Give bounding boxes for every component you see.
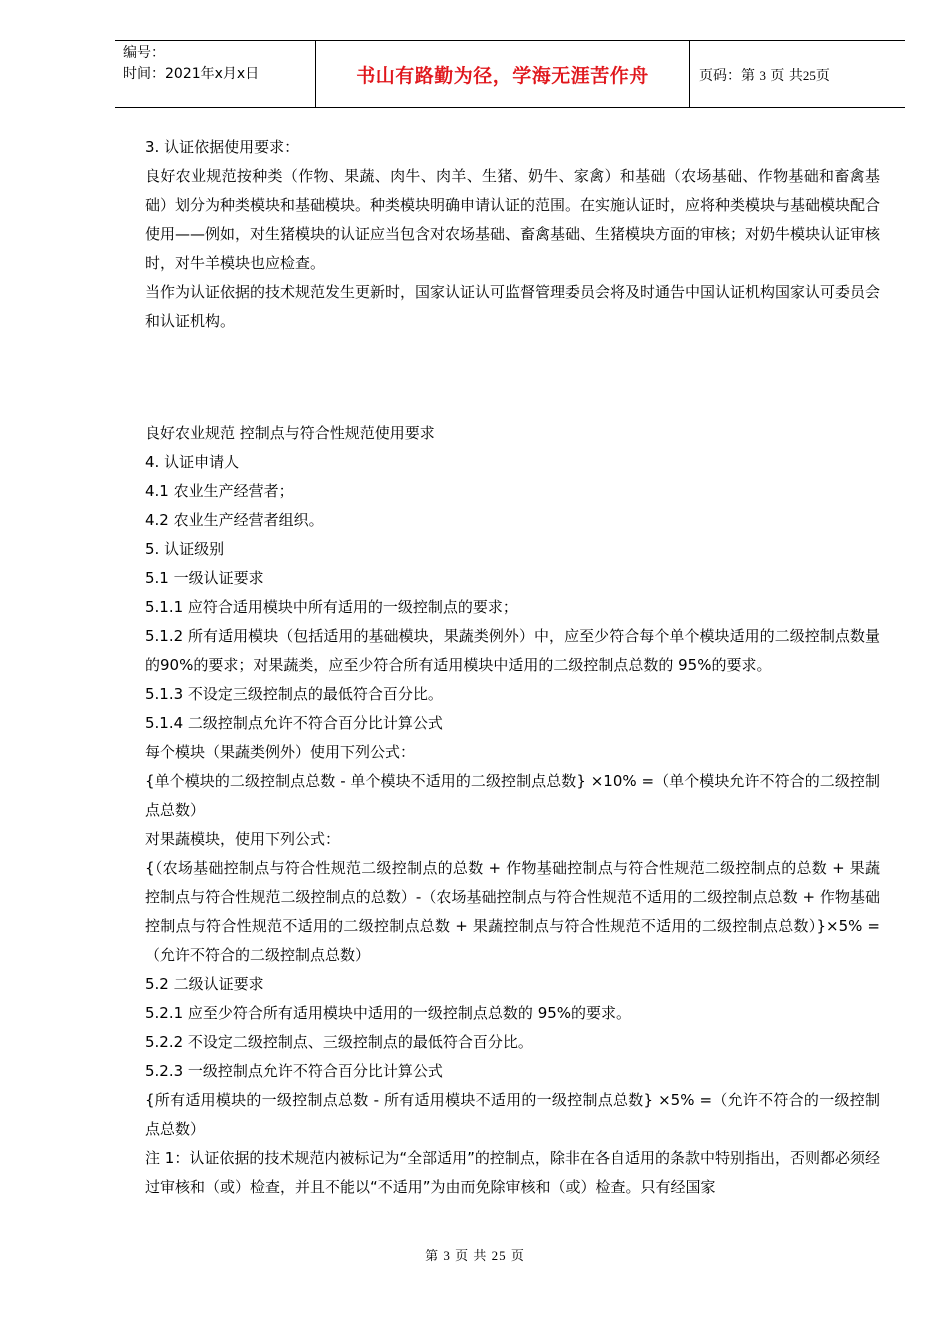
paragraph: 4.1 农业生产经营者； [145,482,294,500]
paragraph: 5.1.4 二级控制点允许不符合百分比计算公式 [145,714,443,732]
footer-suffix: 页 [510,1248,525,1263]
paragraph: 5. 认证级别 [145,540,225,558]
code-label: 编号： [123,45,165,61]
paragraph: 5.1.3 不设定三级控制点的最低符合百分比。 [145,685,443,703]
footer-prefix: 第 [425,1248,440,1263]
page-current: 3 [759,68,766,83]
header-motto: 书山有路勤为径，学海无涯苦作舟 [356,65,649,87]
note: 注 1：认证依据的技术规范内被标记为“全部适用”的控制点，除非在各自适用的条款中特别指出，否则都必须经过审核和（或）检查，并且不能以“不适用”为由而免除审核和（或）检查。只有经国家 [145,1149,880,1196]
page-total: 25 [802,68,816,83]
paragraph: 5.2.3 一级控制点允许不符合百分比计算公式 [145,1062,443,1080]
page-header [115,40,905,108]
paragraph: 4.2 农业生产经营者组织。 [145,511,324,529]
time-label: 时间：2021年x月x日 [123,66,260,82]
formula: {所有适用模块的一级控制点总数 - 所有适用模块不适用的一级控制点总数} ×5% =（允许不符合的一级控制点总数） [145,1091,880,1138]
paragraph: 3. 认证依据使用要求： [145,138,300,156]
paragraph: 5.1 一级认证要求 [145,569,264,587]
paragraph: 5.2.1 应至少符合所有适用模块中适用的一级控制点总数的 95%的要求。 [145,1004,632,1022]
footer-total: 25 [491,1248,507,1263]
header-divider [689,41,690,107]
footer-middle: 页 共 [455,1248,488,1263]
header-meta [123,43,259,85]
page-footer [0,1245,950,1264]
section-heading: 良好农业规范 控制点与符合性规范使用要求 [145,424,435,442]
formula: {单个模块的二级控制点总数 - 单个模块不适用的二级控制点总数} ×10% =（单个模块允许不符合的二级控制点总数） [145,772,880,819]
paragraph: 良好农业规范按种类（作物、果蔬、肉牛、肉羊、生猪、奶牛、家禽）和基础（农场基础、作物基础和畜禽基础）划分为种类模块和基础模块。种类模块明确申请认证的范围。在实施认证时，应将种类模块与基础模块配合使用——例如，对生猪模块的认证应当包含对农场基础、畜禽基础、生猪模块方面的审核；对奶牛模块认证审核时，对牛羊模块也应检查。 [145,167,881,272]
paragraph: 5.1.1 应符合适用模块中所有适用的一级控制点的要求； [145,598,518,616]
paragraph: 5.1.2 所有适用模块（包括适用的基础模块，果蔬类例外）中，应至少符合每个单个模块适用的二级控制点数量的90%的要求；对果蔬类，应至少符合所有适用模块中适用的二级控制点总数的 95%的要求。 [145,627,880,674]
footer-current: 3 [443,1248,451,1263]
paragraph: 5.2.2 不设定二级控制点、三级控制点的最低符合百分比。 [145,1033,533,1051]
paragraph: 每个模块（果蔬类例外）使用下列公式： [145,743,416,761]
paragraph: 对果蔬模块，使用下列公式： [145,830,341,848]
paragraph: 5.2 二级认证要求 [145,975,264,993]
header-page-number [699,65,830,85]
page-prefix: 页码：第 [699,68,755,84]
paragraph: 4. 认证申请人 [145,453,240,471]
page-suffix: 页 [815,68,830,84]
document-body [145,133,880,1202]
paragraph: 当作为认证依据的技术规范发生更新时，国家认证认可监督管理委员会将及时通告中国认证机构国家认可委员会和认证机构。 [145,283,881,330]
page-middle: 页 共 [770,68,803,84]
formula: {（农场基础控制点与符合性规范二级控制点的总数 + 作物基础控制点与符合性规范二级控制点的总数 + 果蔬控制点与符合性规范二级控制点的总数）-（农场基础控制点与符合性规范不适用的二级控制点总数 + 作物基础控制点与符合性规范不适用的二级控制点总数 + 果蔬控制点与符合性规范不适用的二级控制点总数）}×5% =（允许不符合的二级控制点总数） [145,859,880,964]
